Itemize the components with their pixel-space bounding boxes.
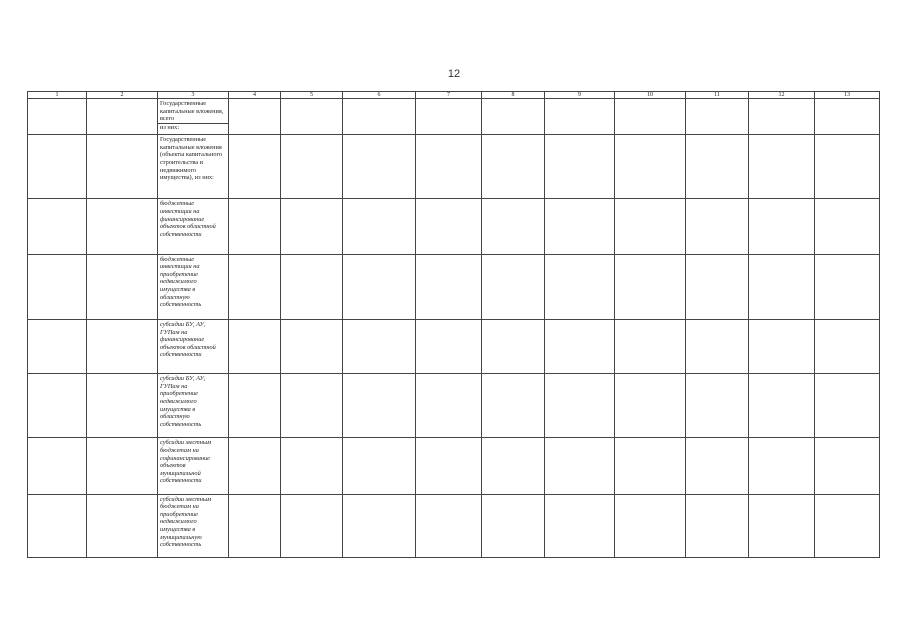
table-cell xyxy=(615,99,686,135)
table-cell xyxy=(229,254,281,319)
table-cell xyxy=(343,494,416,557)
table-cell xyxy=(545,494,615,557)
table-cell xyxy=(87,135,158,199)
table-row xyxy=(28,254,880,319)
table-cell xyxy=(281,99,343,135)
row-label: Государственные капитальные вложения (объекты капитального строительства и недвижимого имущества), из них: xyxy=(160,136,223,182)
table-cell xyxy=(87,438,158,494)
row-label: субсидии местным бюджетам на софинансирование объектов муниципальной собственности xyxy=(160,439,212,485)
table-cell xyxy=(482,135,545,199)
table-cell xyxy=(482,374,545,438)
table-cell xyxy=(686,374,749,438)
table-cell xyxy=(545,135,615,199)
row-label-cell xyxy=(158,254,229,319)
row-label-cell xyxy=(158,199,229,254)
column-number: 8 xyxy=(482,92,545,99)
table-cell xyxy=(416,99,482,135)
column-number: 4 xyxy=(229,92,281,99)
table-cell xyxy=(615,199,686,254)
table-cell xyxy=(343,135,416,199)
table-cell xyxy=(416,438,482,494)
table-cell xyxy=(615,494,686,557)
table-cell xyxy=(482,494,545,557)
column-number: 2 xyxy=(87,92,158,99)
table-cell xyxy=(482,319,545,373)
table-cell xyxy=(281,199,343,254)
table-cell xyxy=(749,254,815,319)
table-cell xyxy=(749,374,815,438)
table-row xyxy=(28,319,880,373)
table-cell xyxy=(343,438,416,494)
table-cell xyxy=(281,319,343,373)
table-cell xyxy=(87,199,158,254)
column-number: 1 xyxy=(28,92,87,99)
table-cell xyxy=(229,135,281,199)
column-number: 9 xyxy=(545,92,615,99)
table-cell xyxy=(749,99,815,135)
page-number: 12 xyxy=(447,68,461,80)
table-cell xyxy=(343,374,416,438)
table-cell xyxy=(87,254,158,319)
row-label-suffix: из них: xyxy=(158,123,228,132)
table-cell xyxy=(749,438,815,494)
column-number: 13 xyxy=(815,92,880,99)
table-cell xyxy=(28,254,87,319)
table-cell xyxy=(615,438,686,494)
table-cell xyxy=(545,438,615,494)
row-label-cell xyxy=(158,494,229,557)
row-label: субсидии БУ, АУ, ГУПам на финансирование объектов областной собственности xyxy=(160,320,216,359)
column-number: 10 xyxy=(615,92,686,99)
column-number: 7 xyxy=(416,92,482,99)
column-number: 11 xyxy=(686,92,749,99)
table-cell xyxy=(615,319,686,373)
table-cell xyxy=(281,438,343,494)
table-cell xyxy=(686,319,749,373)
column-number-row xyxy=(28,92,880,99)
table-row xyxy=(28,199,880,254)
table-cell xyxy=(686,254,749,319)
table-row xyxy=(28,374,880,438)
table-cell xyxy=(229,494,281,557)
table-cell xyxy=(545,254,615,319)
table-row xyxy=(28,438,880,494)
table-cell xyxy=(87,494,158,557)
table-cell xyxy=(229,199,281,254)
table-row xyxy=(28,99,880,135)
table-cell xyxy=(416,199,482,254)
column-number: 12 xyxy=(749,92,815,99)
table-cell xyxy=(615,254,686,319)
row-label-cell xyxy=(158,99,229,135)
table-cell xyxy=(815,494,880,557)
table-cell xyxy=(749,199,815,254)
table-cell xyxy=(615,135,686,199)
table-cell xyxy=(281,374,343,438)
table-cell xyxy=(815,99,880,135)
row-label: бюджетные инвестиции на приобретение недвижимого имущества в областную собственность xyxy=(160,255,202,309)
capital-investments-table xyxy=(27,91,880,558)
table-cell xyxy=(343,199,416,254)
table-cell xyxy=(686,199,749,254)
table-cell xyxy=(281,135,343,199)
table-cell xyxy=(482,99,545,135)
column-number: 6 xyxy=(343,92,416,99)
table-cell xyxy=(281,254,343,319)
row-label: субсидии БУ, АУ, ГУПам на приобретение недвижимого имущества в областную собственность xyxy=(160,375,206,428)
table-cell xyxy=(281,494,343,557)
table-cell xyxy=(87,99,158,135)
table-cell xyxy=(686,135,749,199)
table-cell xyxy=(87,374,158,438)
table-cell xyxy=(482,199,545,254)
table-cell xyxy=(229,374,281,438)
table-cell xyxy=(749,135,815,199)
table-cell xyxy=(28,135,87,199)
table-cell xyxy=(815,135,880,199)
table-cell xyxy=(229,99,281,135)
table-cell xyxy=(28,494,87,557)
row-label-cell xyxy=(158,374,229,438)
table-cell xyxy=(545,319,615,373)
table-cell xyxy=(28,199,87,254)
table-cell xyxy=(815,254,880,319)
row-label-cell xyxy=(158,135,229,199)
row-label-cell xyxy=(158,319,229,373)
table-cell xyxy=(343,254,416,319)
table-cell xyxy=(749,319,815,373)
table-cell xyxy=(615,374,686,438)
row-label-cell xyxy=(158,438,229,494)
table-cell xyxy=(28,319,87,373)
table-row xyxy=(28,494,880,557)
table-cell xyxy=(416,374,482,438)
table-cell xyxy=(815,319,880,373)
table-cell xyxy=(28,374,87,438)
row-label: субсидии местным бюджетам на приобретение недвижимого имущества в муниципальную собственность xyxy=(160,495,212,549)
column-number: 3 xyxy=(158,92,229,99)
table-cell xyxy=(749,494,815,557)
table-cell xyxy=(87,319,158,373)
table-cell xyxy=(686,99,749,135)
table-cell xyxy=(545,199,615,254)
column-number: 5 xyxy=(281,92,343,99)
table-cell xyxy=(482,254,545,319)
table-row xyxy=(28,135,880,199)
table-cell xyxy=(28,438,87,494)
table-cell xyxy=(545,99,615,135)
table-cell xyxy=(343,319,416,373)
table-cell xyxy=(28,99,87,135)
table-cell xyxy=(416,494,482,557)
table-cell xyxy=(416,319,482,373)
table-cell xyxy=(686,438,749,494)
table-cell xyxy=(815,374,880,438)
table-cell xyxy=(416,254,482,319)
table-cell xyxy=(229,438,281,494)
table-cell xyxy=(815,438,880,494)
table-cell xyxy=(482,438,545,494)
row-label: Государственные капитальные вложения, всего xyxy=(160,100,224,123)
table-cell xyxy=(343,99,416,135)
table-cell xyxy=(686,494,749,557)
row-label: бюджетные инвестиции на финансирование объектов областной собственности xyxy=(160,200,216,238)
table-cell xyxy=(545,374,615,438)
table-cell xyxy=(416,135,482,199)
table-cell xyxy=(229,319,281,373)
table-cell xyxy=(815,199,880,254)
